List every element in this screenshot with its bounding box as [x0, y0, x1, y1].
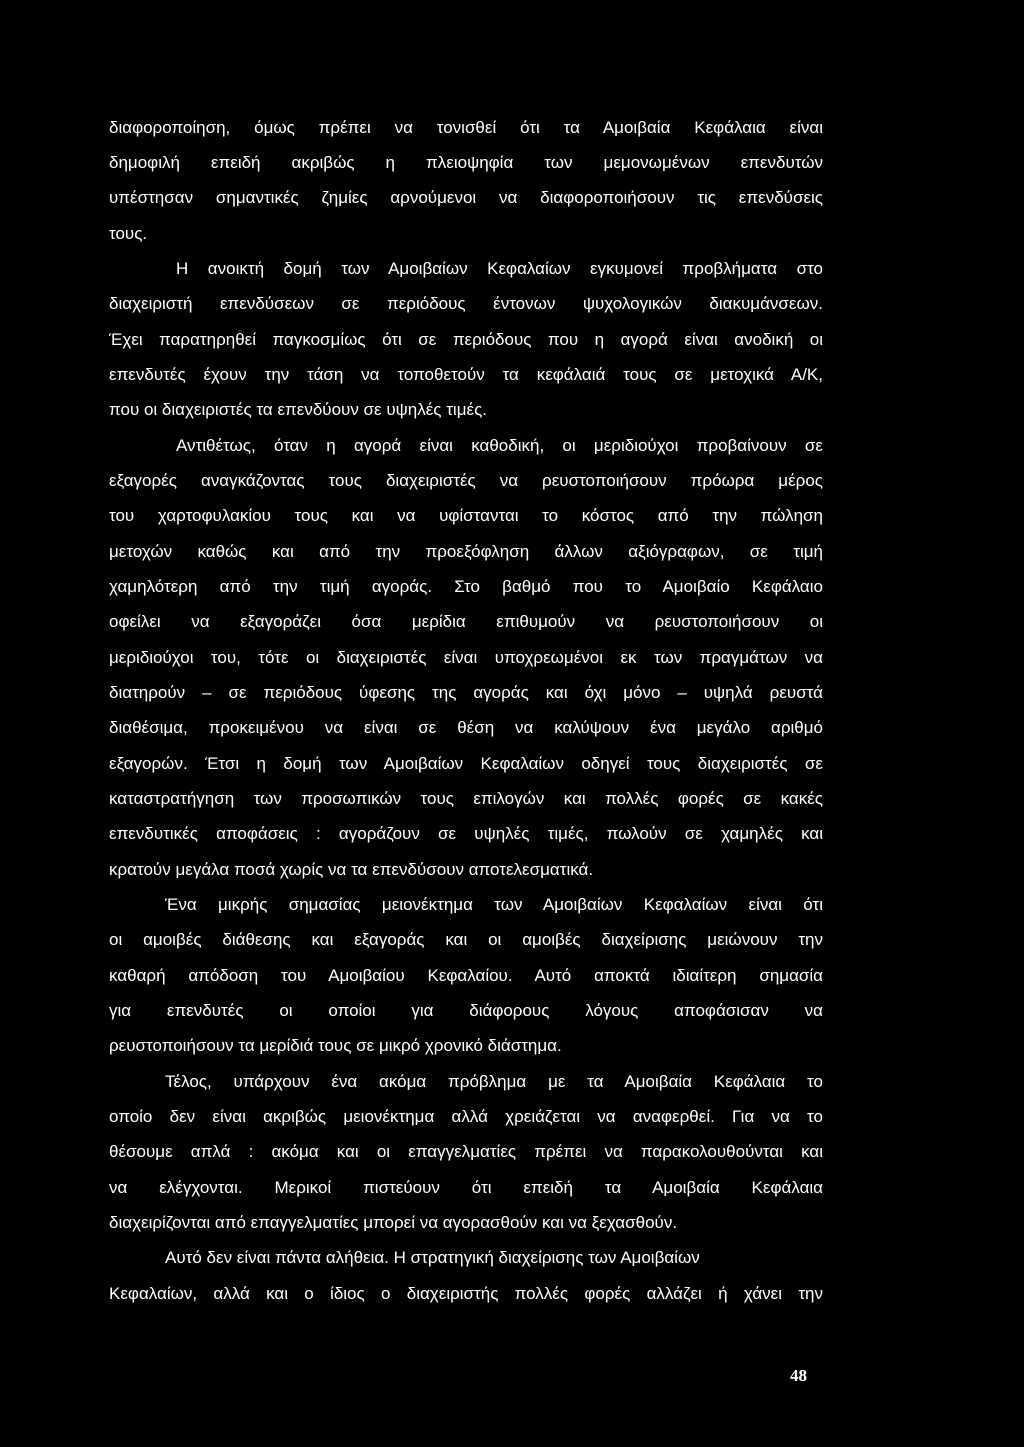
- text-line: κρατούν μεγάλα ποσά χωρίς να τα επενδύσουν αποτελεσματικά.: [109, 860, 594, 879]
- text-line: τους.: [109, 224, 148, 243]
- text-line: μεριδιούχοι του, τότε οι διαχειριστές είναι υποχρεωμένοι εκ των πραγμάτων να: [109, 648, 823, 667]
- text-line: υπέστησαν σημαντικές ζημίες αρνούμενοι να διαφοροποιήσουν τις επενδύσεις: [109, 188, 823, 207]
- text-line: καθαρή απόδοση του Αμοιβαίου Κεφαλαίου. Αυτό αποκτά ιδιαίτερη σημασία: [109, 966, 823, 985]
- text-line: Έχει παρατηρηθεί παγκοσμίως ότι σε περιόδους που η αγορά είναι ανοδική οι: [109, 330, 823, 349]
- text-line: που οι διαχειριστές τα επενδύουν σε υψηλές τιμές.: [109, 400, 488, 419]
- text-line: εξαγορές αναγκάζοντας τους διαχειριστές να ρευστοποιήσουν πρόωρα μέρος: [109, 471, 823, 490]
- text-line: διατηρούν – σε περιόδους ύφεσης της αγοράς και όχι μόνο – υψηλά ρευστά: [109, 683, 823, 702]
- text-line: εξαγορών. Έτσι η δομή των Αμοιβαίων Κεφαλαίων οδηγεί τους διαχειριστές σε: [109, 754, 823, 773]
- text-line: θέσουμε απλά : ακόμα και οι επαγγελματίες πρέπει να παρακολουθούνται και: [109, 1142, 823, 1161]
- paragraph-first-line: Η ανοικτή δομή των Αμοιβαίων Κεφαλαίων εγκυμονεί προβλήματα στο: [176, 259, 823, 278]
- text-line: διαθέσιμα, προκειμένου να είναι σε θέση να καλύψουν ένα μεγάλο αριθμό: [109, 718, 823, 737]
- paragraph-first-line: Ένα μικρής σημασίας μειονέκτημα των Αμοιβαίων Κεφαλαίων είναι ότι: [165, 895, 823, 914]
- text-line: Κεφαλαίων, αλλά και ο ίδιος ο διαχειριστής πολλές φορές αλλάζει ή χάνει την: [109, 1284, 823, 1303]
- text-line: επενδυτικές αποφάσεις : αγοράζουν σε υψηλές τιμές, πωλούν σε χαμηλές και: [109, 824, 823, 843]
- text-line: δημοφιλή επειδή ακριβώς η πλειοψηφία των μεμονωμένων επενδυτών: [109, 153, 823, 172]
- text-line: του χαρτοφυλακίου τους και να υφίστανται το κόστος από την πώληση: [109, 506, 823, 525]
- text-line: για επενδυτές οι οποίοι για διάφορους λόγους αποφάσισαν να: [109, 1001, 823, 1020]
- text-line: οι αμοιβές διάθεσης και εξαγοράς και οι αμοιβές διαχείρισης μειώνουν την: [109, 930, 823, 949]
- text-line: διαφοροποίηση, όμως πρέπει να τονισθεί ότι τα Αμοιβαία Κεφάλαια είναι: [109, 118, 823, 137]
- text-line: διαχειριστή επενδύσεων σε περιόδους έντονων ψυχολογικών διακυμάνσεων.: [109, 294, 823, 313]
- paragraph-first-line: Τέλος, υπάρχουν ένα ακόμα πρόβλημα με τα Αμοιβαία Κεφάλαια το: [165, 1072, 823, 1091]
- text-line: χαμηλότερη από την τιμή αγοράς. Στο βαθμό που το Αμοιβαίο Κεφάλαιο: [109, 577, 823, 596]
- text-line: ρευστοποιήσουν τα μερίδιά τους σε μικρό χρονικό διάστημα.: [109, 1036, 562, 1055]
- paragraph-first-line: Αντιθέτως, όταν η αγορά είναι καθοδική, οι μεριδιούχοι προβαίνουν σε: [176, 436, 823, 455]
- text-line: μετοχών καθώς και από την προεξόφληση άλλων αξιόγραφων, σε τιμή: [109, 542, 823, 561]
- paragraph-first-line: Αυτό δεν είναι πάντα αλήθεια. Η στρατηγική διαχείρισης των Αμοιβαίων: [165, 1248, 700, 1267]
- text-line: οποίο δεν είναι ακριβώς μειονέκτημα αλλά χρειάζεται να αναφερθεί. Για να το: [109, 1107, 823, 1126]
- text-line: να ελέγχονται. Μερικοί πιστεύουν ότι επειδή τα Αμοιβαία Κεφάλαια: [109, 1178, 823, 1197]
- text-line: διαχειρίζονται από επαγγελματίες μπορεί να αγορασθούν και να ξεχασθούν.: [109, 1213, 678, 1232]
- text-line: καταστρατήγηση των προσωπικών τους επιλογών και πολλές φορές σε κακές: [109, 789, 823, 808]
- page-number: 48: [790, 1366, 807, 1385]
- text-line: οφείλει να εξαγοράζει όσα μερίδια επιθυμούν να ρευστοποιήσουν οι: [109, 612, 823, 631]
- text-line: επενδυτές έχουν την τάση να τοποθετούν τα κεφάλαιά τους σε μετοχικά Α/Κ,: [109, 365, 823, 384]
